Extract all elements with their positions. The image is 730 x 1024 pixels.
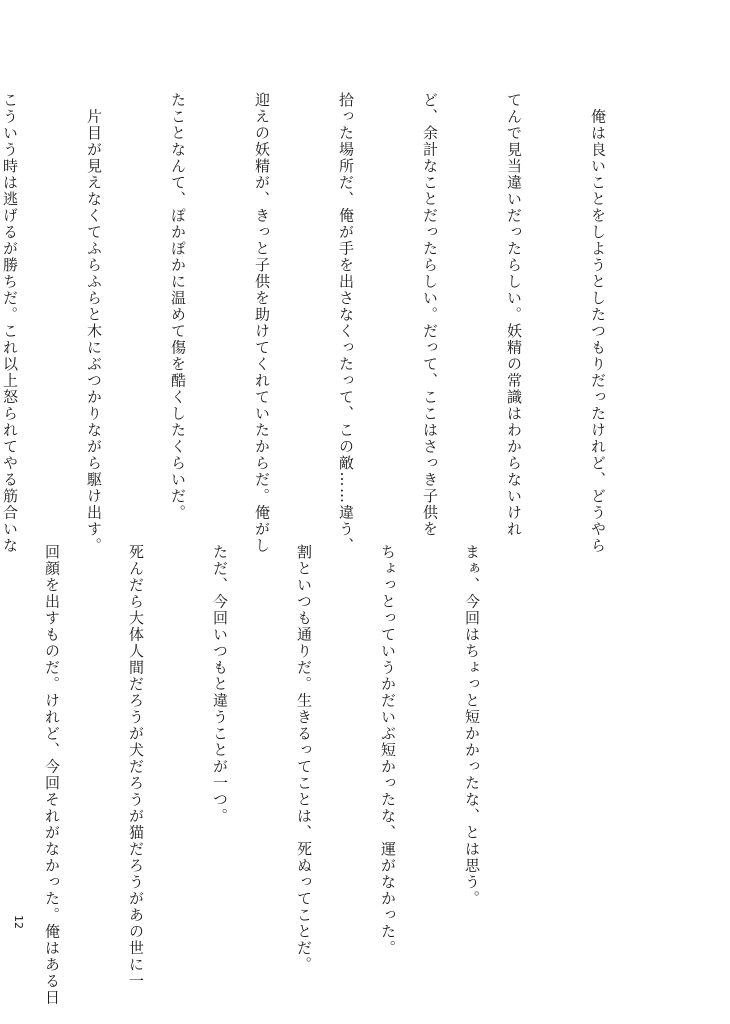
text-column: たことなんて、ぽかぽかに温めて傷を酷くしたくらいだ。 <box>169 92 187 521</box>
text-column: 迎えの妖精が、きっと子供を助けてくれていたからだ。俺がし <box>253 92 271 554</box>
text-column: こういう時は逃げるが勝ちだ。これ以上怒られてやる筋合いな <box>1 92 19 554</box>
text-column: てんで見当違いだったらしい。妖精の常識はわからないけれ <box>505 92 523 538</box>
text-column: 割といつも通りだ。生きるってことは、死ぬってことだ。 <box>295 544 313 973</box>
upper-text-block <box>0 92 668 554</box>
text-column: 拾った場所だ、俺が手を出さなくったって、この敵……違う、 <box>337 92 355 554</box>
text-column: まぁ、今回はちょっと短かかったな、とは思う。 <box>463 544 481 907</box>
page-number: 12 <box>12 915 25 929</box>
text-column: 片目が見えなくてふらふらと木にぶつかりながら駆け出す。 <box>85 92 103 554</box>
text-column: ちょっとっていうかだいぶ短かったな、運がなかった。 <box>379 544 397 957</box>
text-column: ただ、今回いつもと違うことが一つ。 <box>211 544 229 825</box>
text-column: 回顔を出すものだ。けれど、今回それがなかった。俺はある日 <box>43 544 61 1006</box>
lower-text-block <box>0 544 542 1006</box>
text-column: 俺は良いことをしようとしたつもりだったけれど、どうやら <box>589 92 607 554</box>
text-column: ど、余計なことだったらしい。だって、ここはさっき子供を <box>421 92 439 538</box>
text-column: 死んだら大体人間だろうが犬だろうが猫だろうがあの世に一 <box>127 544 145 990</box>
